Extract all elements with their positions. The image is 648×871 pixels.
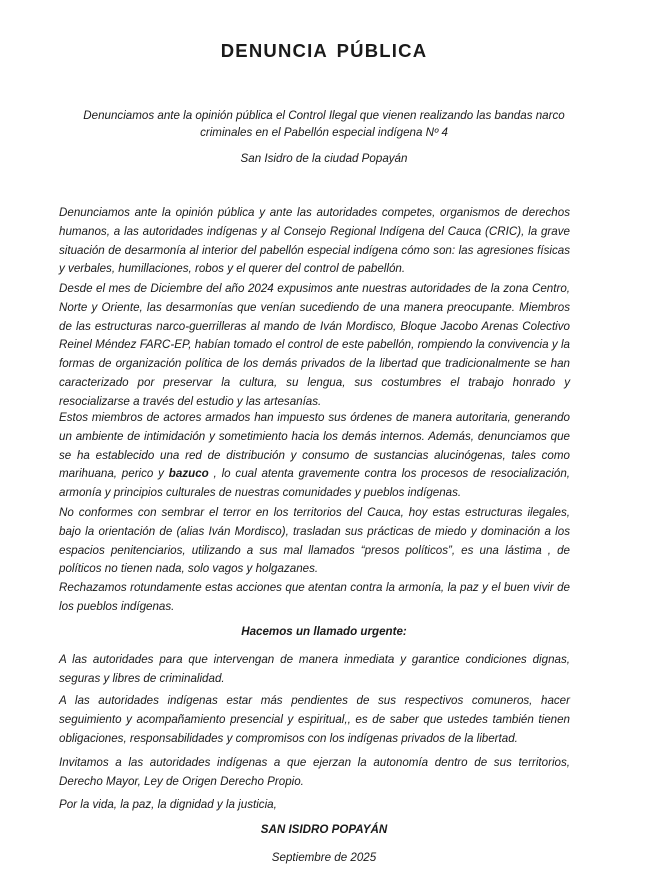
call-paragraph-1: A las autoridades para que intervengan de manera inmediata y garantice condiciones dignas, seguras y libres de criminalidad. xyxy=(59,653,570,685)
paragraph-1: Denunciamos ante la opinión pública y ante las autoridades competes, organismos de derechos humanos, a las autoridades indígenas y al Consejo Regional Indígena del Cauca (CRIC), la grave situación de desarmonía al interior del pabellón especial indígena cómo son: las agresiones físicas y verbales, humillaciones, robos y el querer del control de pabellón. xyxy=(59,206,570,276)
document-subtitle xyxy=(40,107,608,141)
paragraph-2: Desde el mes de Diciembre del año 2024 expusimos ante nuestras autoridades de la zona Centro, Norte y Oriente, las desarmonías que venían sucediendo de una manera preocupante. Miembros de las estructuras narco-guerrilleras al mando de Iván Mordisco, Bloque Jacobo Arenas Colectivo Reinel Méndez FARC-EP, habían tomado el control de este pabellón, rompiendo la convivencia y la formas de organización política de los demás privados de la libertad que tradicionalmente se han caracterizado por preservar la cultura, su lengua, sus costumbres el trabajo honrado y resocializarse a través del estudio y las artesanías. xyxy=(59,282,570,408)
paragraph-3-before-bold: Estos miembros de actores armados han impuesto sus órdenes de manera autoritaria, generando un ambiente de intimidación y sometimiento hacia los demás internos. Además, denunciamos que se ha establecido una red de distribución y consumo de sustancias alucinógenas, tales como marihuana, perico y xyxy=(59,411,570,481)
signature: SAN ISIDRO POPAYÁN xyxy=(260,823,388,836)
call-paragraph-3: Invitamos a las autoridades indígenas a que ejerzan la autonomía dentro de sus territorios, Derecho Mayor, Ley de Origen Derecho Propio. xyxy=(59,756,570,788)
document-location: San Isidro de la ciudad Popayán xyxy=(240,152,408,165)
closing-line: Por la vida, la paz, la dignidad y la justicia, xyxy=(59,798,277,811)
call-heading: Hacemos un llamado urgente: xyxy=(241,625,407,638)
paragraph-4: No conformes con sembrar el terror en los territorios del Cauca, hoy estas estructuras ilegales, bajo la orientación de (alias Iván Mordisco), trasladan sus prácticas de miedo y dominación a los espacios penitenciarios, utilizando a sus mal llamados “presos políticos”, es una lástima , de políticos no tienen nada, solo vagos y holgazanes. xyxy=(59,506,570,576)
subtitle-line: criminales en el Pabellón especial indígena Nº 4 xyxy=(200,126,448,139)
paragraph-3-after-bold: , lo cual atenta gravemente contra los procesos de resocialización, armonía y principios culturales de nuestras comunidades y pueblos indígenas. xyxy=(59,467,570,500)
subtitle-line: Denunciamos ante la opinión pública el Control Ilegal que vienen realizando las bandas narco xyxy=(83,109,565,122)
document-title: DENUNCIA PÚBLICA xyxy=(220,40,428,61)
paragraph-3-bold-word: bazuco xyxy=(168,467,209,481)
call-paragraph-2: A las autoridades indígenas estar más pendientes de sus respectivos comuneros, hacer seguimiento y acompañamiento presencial y espiritual,, es de saber que ustedes también tienen obligaciones, responsabilidades y compromisos con los indígenas privados de la libertad. xyxy=(59,694,570,745)
paragraph-3 xyxy=(59,409,570,503)
paragraph-5: Rechazamos rotundamente estas acciones que atentan contra la armonía, la paz y el buen vivir de los pueblos indígenas. xyxy=(59,581,570,613)
document-date: Septiembre de 2025 xyxy=(271,851,377,864)
